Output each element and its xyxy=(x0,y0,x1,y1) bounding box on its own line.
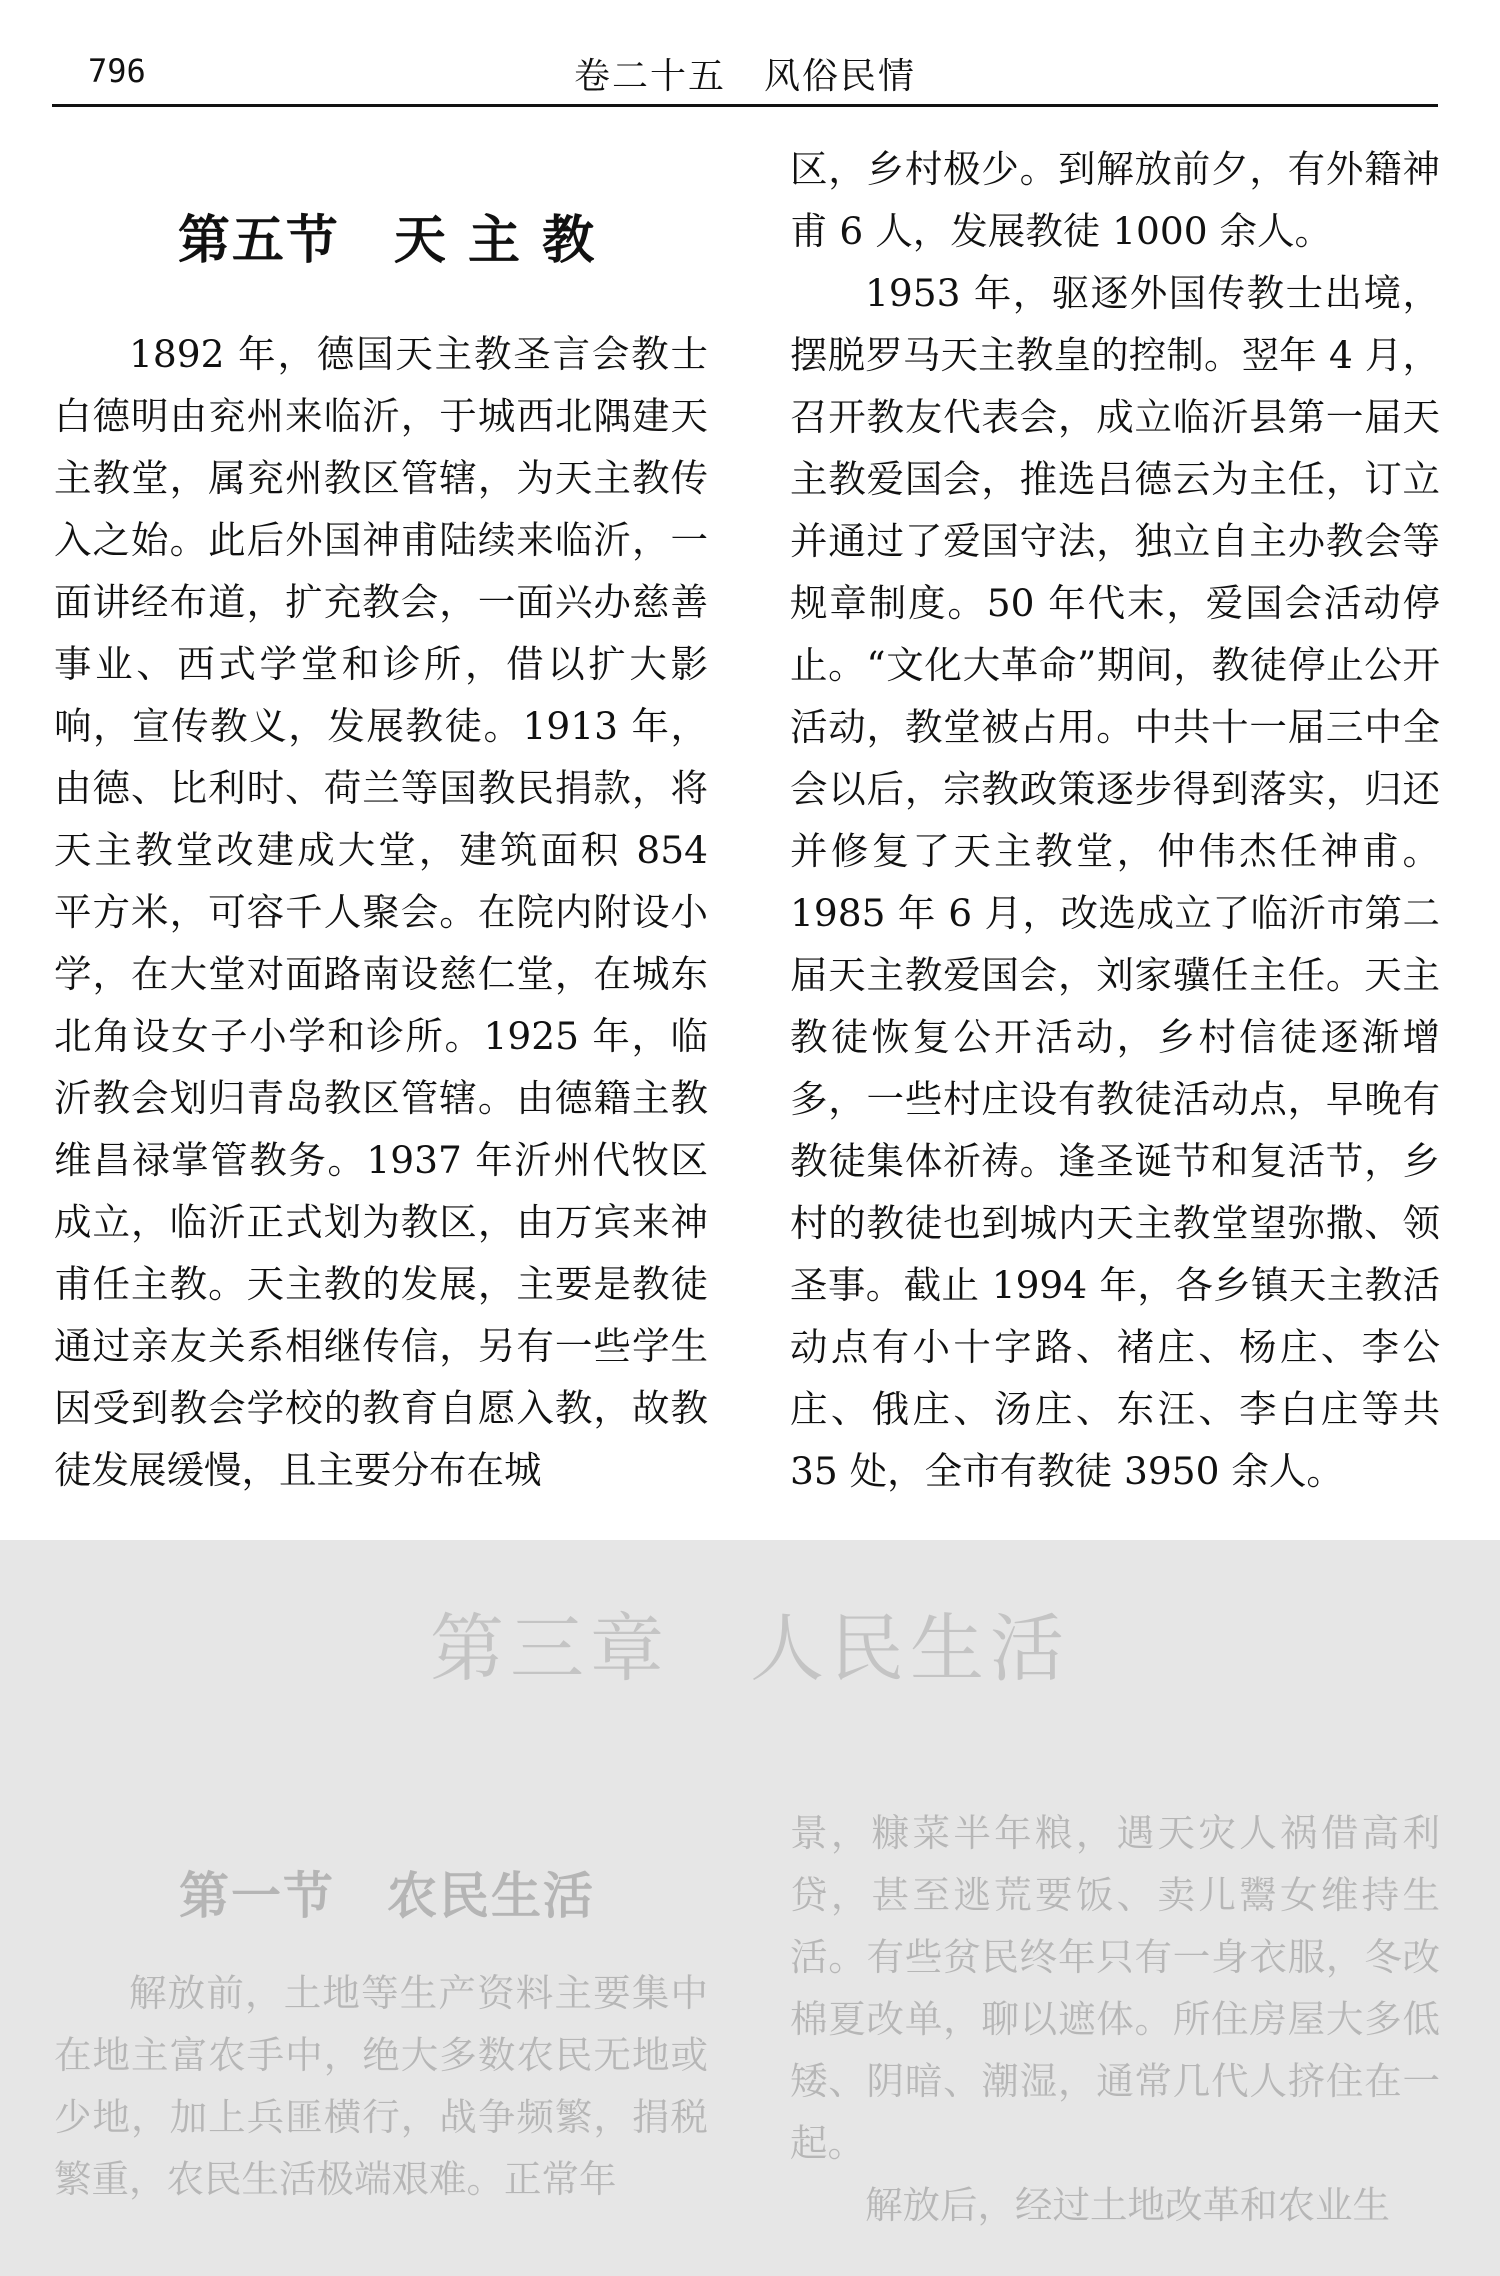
left-column xyxy=(54,323,708,1501)
paragraph-continued: 景，糠菜半年粮，遇天灾人祸借高利贷，甚至逃荒要饭、卖儿鬻女维持生活。有些贫民终年只有一身衣服，冬改棉夏改单，聊以遮体。所住房屋大多低矮、阴暗、潮湿，通常几代人挤住在一起。 xyxy=(790,1811,1440,2165)
paragraph: 1953 年，驱逐外国传教士出境，摆脱罗马天主教皇的控制。翌年 4 月，召开教友代表会，成立临沂县第一届天主教爱国会，推选吕德云为主任，订立并通过了爱国守法，独立自主办教会等规章制度。50 年代末，爱国会活动停止。“文化大革命”期间，教徒停止公开活动，教堂被占用。中共十一届三中全会以后，宗教政策逐步得到落实，归还并修复了天主教堂，仲伟杰任神甫。1985 年 6 月，改选成立了临沂市第二届天主教爱国会，刘家骥任主任。天主教徒恢复公开活动，乡村信徒逐渐增多，一些村庄设有教徒活动点，早晚有教徒集体祈祷。逢圣诞节和复活节，乡村的教徒也到城内天主教堂望弥撒、领圣事。截止 1994 年，各乡镇天主教活动点有小十字路、褚庄、杨庄、李公庄、俄庄、汤庄、东汪、李白庄等共 35 处，全市有教徒 3950 余人。 xyxy=(790,271,1440,1493)
chapter-title: 第三章 人民生活 xyxy=(430,1606,1070,1692)
page-number: 796 xyxy=(88,52,146,90)
right-column xyxy=(790,138,1440,1502)
paragraph: 解放后，经过土地改革和农业生 xyxy=(865,2183,1390,2227)
section-title: 第五节 天 主 教 xyxy=(177,211,597,271)
running-title: 卷二十五 风俗民情 xyxy=(573,56,916,97)
paragraph: 1892 年，德国天主教圣言会教士白德明由兖州来临沂，于城西北隅建天主教堂，属兖州教区管辖，为天主教传入之始。此后外国神甫陆续来临沂，一面讲经布道，扩充教会，一面兴办慈善事业、西式学堂和诊所，借以扩大影响，宣传教义，发展教徒。1913 年，由德、比利时、荷兰等国教民捐款，将天主教堂改建成大堂，建筑面积 854 平方米，可容千人聚会。在院内附设小学，在大堂对面路南设慈仁堂，在城东北角设女子小学和诊所。1925 年，临沂教会划归青岛教区管辖。由德籍主教维昌禄掌管教务。1937 年沂州代牧区成立，临沂正式划为教区，由万宾来神甫任主教。天主教的发展，主要是教徒通过亲友关系相继传信，另有一些学生因受到教会学校的教育自愿入教，故教徒发展缓慢，且主要分布在城 xyxy=(54,332,708,1492)
paragraph-continued: 区，乡村极少。到解放前夕，有外籍神甫 6 人，发展教徒 1000 余人。 xyxy=(790,147,1440,253)
page-header xyxy=(52,48,1438,107)
next-section-title: 第一节 农民生活 xyxy=(179,1867,595,1925)
next-left-column xyxy=(54,1962,708,2210)
next-right-column xyxy=(790,1802,1440,2236)
paragraph: 解放前，土地等生产资料主要集中在地主富农手中，绝大多数农民无地或少地，加上兵匪横行，战争频繁，捐税繁重，农民生活极端艰难。正常年 xyxy=(54,1971,708,2201)
